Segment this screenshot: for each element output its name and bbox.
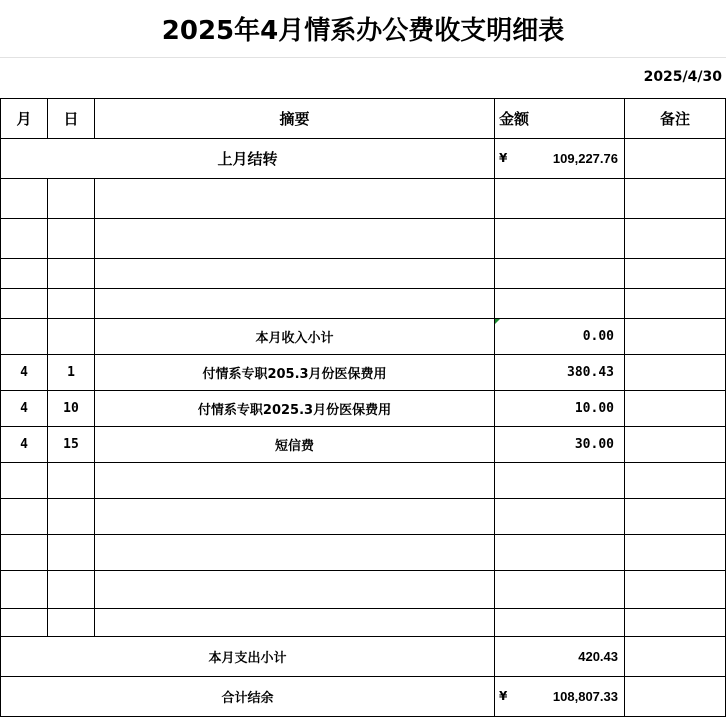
grid-line [0,570,726,571]
expense-amount: 30.00 [574,437,614,452]
income-subtotal-amount: 0.00 [582,329,614,344]
grid-line [0,498,726,499]
header-summary: 摘要 [279,110,310,128]
report-date: 2025/4/30 [643,69,722,85]
header-day: 日 [63,110,79,128]
grid-line [0,608,726,609]
expense-month: 4 [20,365,28,380]
expense-day: 1 [67,365,75,380]
expense-day: 15 [63,437,79,452]
grid-line [0,462,726,463]
date-row [0,57,726,99]
expense-month: 4 [20,401,28,416]
expense-subtotal-label: 本月支出小计 [208,651,287,666]
balance-amount: 108,807.33 [552,689,618,704]
grid-line [624,98,625,717]
header-note: 备注 [659,110,690,128]
balance-label: 合计结余 [221,691,274,706]
carryover-label: 上月结转 [217,150,278,168]
grid-line [0,218,726,219]
grid-line [0,178,726,179]
header-amount: 金额 [499,110,530,128]
expense-month: 4 [20,437,28,452]
carryover-currency: ¥ [499,151,508,165]
expense-summary: 付情系专职2025.3月份医保费用 [197,403,392,418]
grid-line [0,534,726,535]
expense-day: 10 [63,401,79,416]
header-month: 月 [16,110,32,128]
carryover-amount: 109,227.76 [552,151,618,166]
grid-line [0,288,726,289]
expense-amount: 380.43 [567,365,614,380]
expense-amount: 10.00 [574,401,614,416]
grid-line [0,258,726,259]
income-subtotal-label: 本月收入小计 [255,331,334,346]
sheet-title: 2025年4月情系办公费收支明细表 [0,0,726,58]
expense-subtotal-amount: 420.43 [578,649,618,664]
expense-summary: 付情系专职205.3月份医保费用 [202,367,387,382]
balance-currency: ¥ [499,689,508,703]
expense-summary: 短信费 [274,439,314,454]
